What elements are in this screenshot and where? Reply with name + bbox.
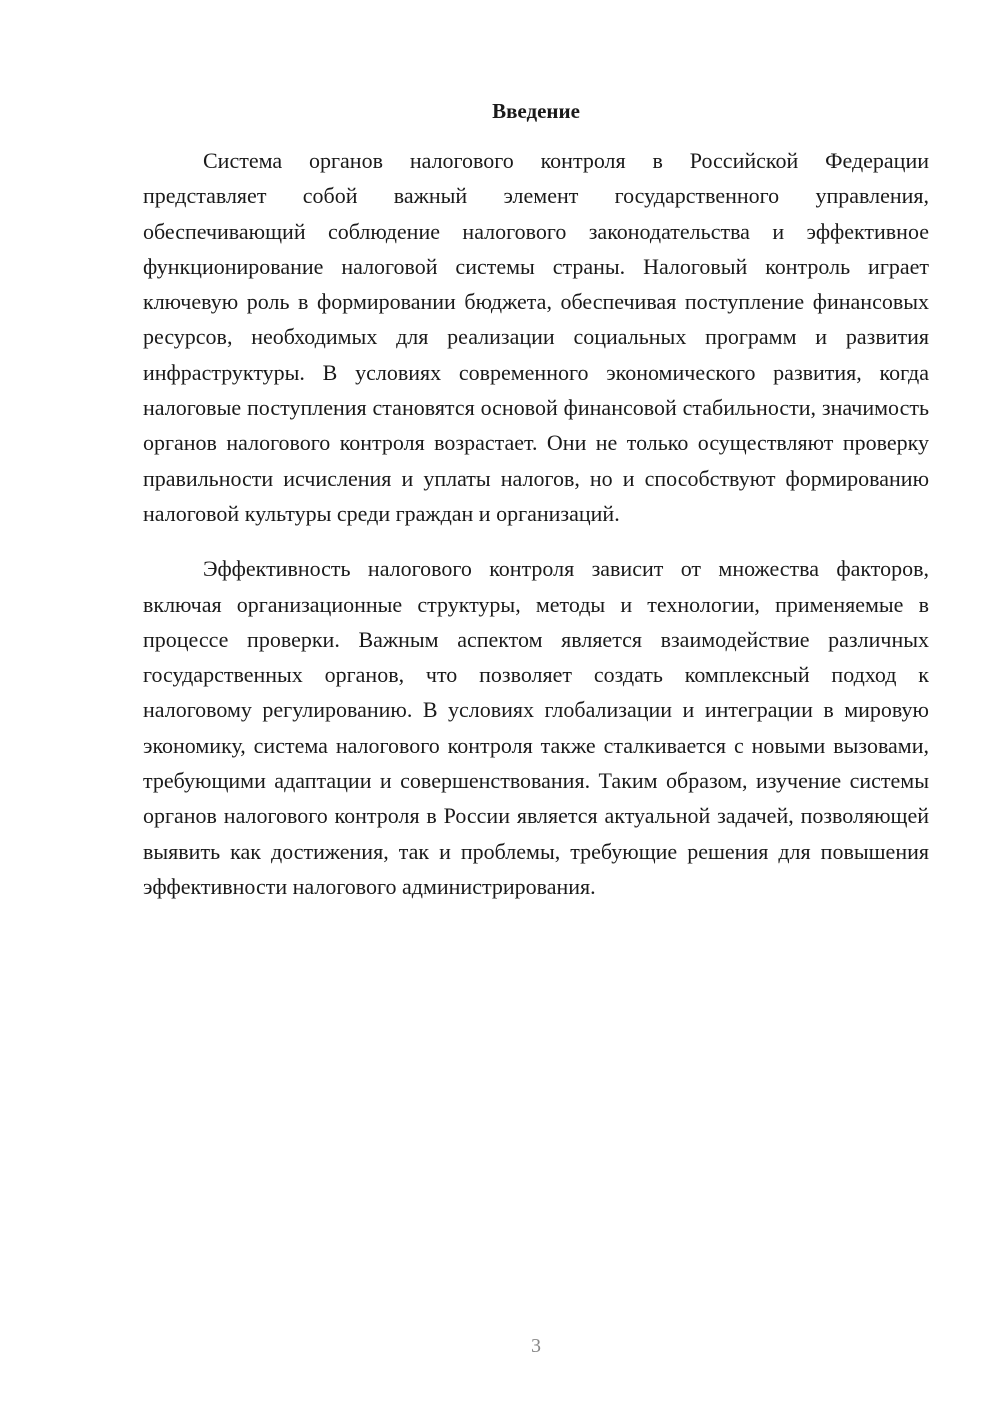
- page-number: 3: [531, 1335, 541, 1357]
- paragraph-intro: Система органов налогового контроля в Российской Федерации представляет собой важный элемент государственного управления, обеспечивающий соблюдение налогового законодательства и эффективное функционирование налоговой системы страны. Налоговый контроль играет ключевую роль в формировании бюджета, обеспечивая поступление финансовых ресурсов, необходимых для реализации социальных программ и развития инфраструктуры. В условиях современного экономического развития, когда налоговые поступления становятся основой финансовой стабильности, значимость органов налогового контроля возрастает. Они не только осуществляют проверку правильности исчисления и уплаты налогов, но и способствуют формированию налоговой культуры среди граждан и организаций.: [143, 148, 929, 526]
- paragraph-effectiveness: Эффективность налогового контроля зависит от множества факторов, включая организационные структуры, методы и технологии, применяемые в процессе проверки. Важным аспектом является взаимодействие различных государственных органов, что позволяет создать комплексный подход к налоговому регулированию. В условиях глобализации и интеграции в мировую экономику, система налогового контроля также сталкивается с новыми вызовами, требующими адаптации и совершенствования. Таким образом, изучение системы органов налогового контроля в России является актуальной задачей, позволяющей выявить как достижения, так и проблемы, требующие решения для повышения эффективности налогового администрирования.: [143, 556, 929, 899]
- document-body: [143, 143, 929, 904]
- section-title: Введение: [492, 99, 580, 123]
